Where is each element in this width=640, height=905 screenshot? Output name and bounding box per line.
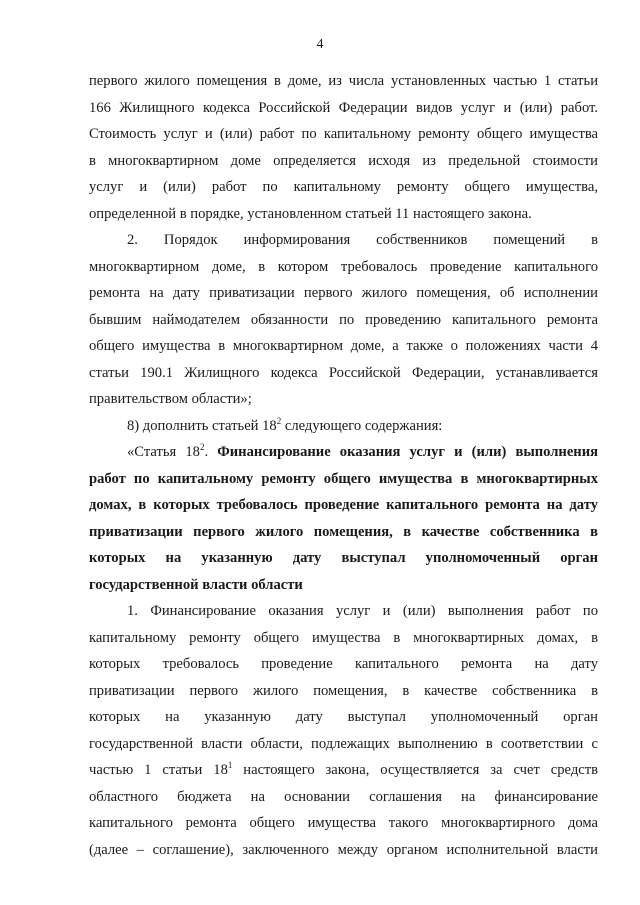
line-text: государственной власти области, подлежащих выполнению в соответствии с [89,735,598,752]
text-line [89,121,598,148]
superscript: 2 [199,442,205,452]
bold-text: которых на указанную дату выступал уполномоченный орган [89,550,598,566]
text-line [89,784,598,811]
text-line [89,651,598,678]
bold-text: домах, в которых требовалось проведение капитального ремонта на дату [89,497,598,513]
line-text: следующего содержания: [281,417,443,434]
line-text: ремонта на дату приватизации первого жилого помещения, об исполнении [89,285,598,301]
line-text: «Статья 18 [127,444,200,460]
text-line [89,837,598,864]
text-line [89,439,598,466]
line-text: общего имущества в многоквартирном доме, а также о положениях части 4 [89,338,598,354]
text-line [89,174,598,201]
line-text: капитального ремонта общего имущества такого многоквартирного дома [89,815,598,831]
line-text: которых на указанную дату выступал уполномоченный орган [89,709,598,725]
line-text: услуг и (или) работ по капитальному ремонту общего имущества, [89,179,598,195]
line-text: первого жилого помещения в доме, из числа установленных частью 1 статьи [89,73,598,89]
text-line [89,492,598,519]
text-line [89,68,598,95]
text-line [89,307,598,334]
line-text: определенной в порядке, установленном статьей 11 настоящего закона. [89,205,532,222]
line-text: которых требовалось проведение капитального ремонта на дату [89,656,598,672]
line-text: . [204,444,218,460]
text-line [89,572,598,599]
line-text: настоящего закона, осуществляется за счет средств [232,762,598,778]
line-text: 1. Финансирование оказания услуг и (или) выполнения работ по [127,603,598,619]
line-text: многоквартирном доме, в котором требовалось проведение капитального [89,258,598,275]
text-line [89,757,598,784]
text-line [89,148,598,175]
text-line [89,545,598,572]
text-line [89,625,598,652]
superscript: 2 [276,415,282,426]
text-line [89,254,598,281]
bold-text: работ по капитальному ремонту общего имущества в многоквартирных [89,470,598,487]
line-text: частью 1 статьи 18 [89,762,228,778]
text-line [89,227,598,254]
line-text: Стоимость услуг и (или) работ по капитальному ремонту общего имущества [89,126,598,142]
bold-text: государственной власти области [89,576,303,593]
line-text: (далее – соглашение), заключенного между органом исполнительной власти [89,841,598,858]
bold-text: приватизации первого жилого помещения, в качестве собственника в [89,523,598,540]
page-number: 4 [316,37,324,52]
text-line [89,466,598,493]
line-text: статьи 190.1 Жилищного кодекса Российской Федерации, устанавливается [89,364,598,381]
text-line [89,95,598,122]
line-text: 166 Жилищного кодекса Российской Федерации видов услуг и (или) работ. [89,99,598,116]
bold-text: Финансирование оказания услуг и (или) выполнения [217,444,598,460]
text-line [89,519,598,546]
text-line [89,386,598,413]
text-line [89,598,598,625]
text-line [89,731,598,758]
line-text: правительством области»; [89,391,252,407]
text-line [89,704,598,731]
line-text: в многоквартирном доме определяется исходя из предельной стоимости [89,152,598,169]
body-text [89,68,598,863]
line-text: областного бюджета на основании соглашения на финансирование [89,788,598,805]
text-line [89,810,598,837]
text-line [89,413,598,440]
line-text: капитальному ремонту общего имущества в многоквартирных домах, в [89,629,598,646]
text-line [89,360,598,387]
text-line [89,280,598,307]
text-line [89,201,598,228]
line-text: 2. Порядок информирования собственников помещений в [127,232,598,248]
line-text: 8) дополнить статьей 18 [127,417,277,434]
superscript: 1 [227,760,233,770]
text-line [89,333,598,360]
line-text: бывшим наймодателем обязанности по проведению капитального ремонта [89,311,598,328]
line-text: приватизации первого жилого помещения, в качестве собственника в [89,682,598,699]
text-line [89,678,598,705]
